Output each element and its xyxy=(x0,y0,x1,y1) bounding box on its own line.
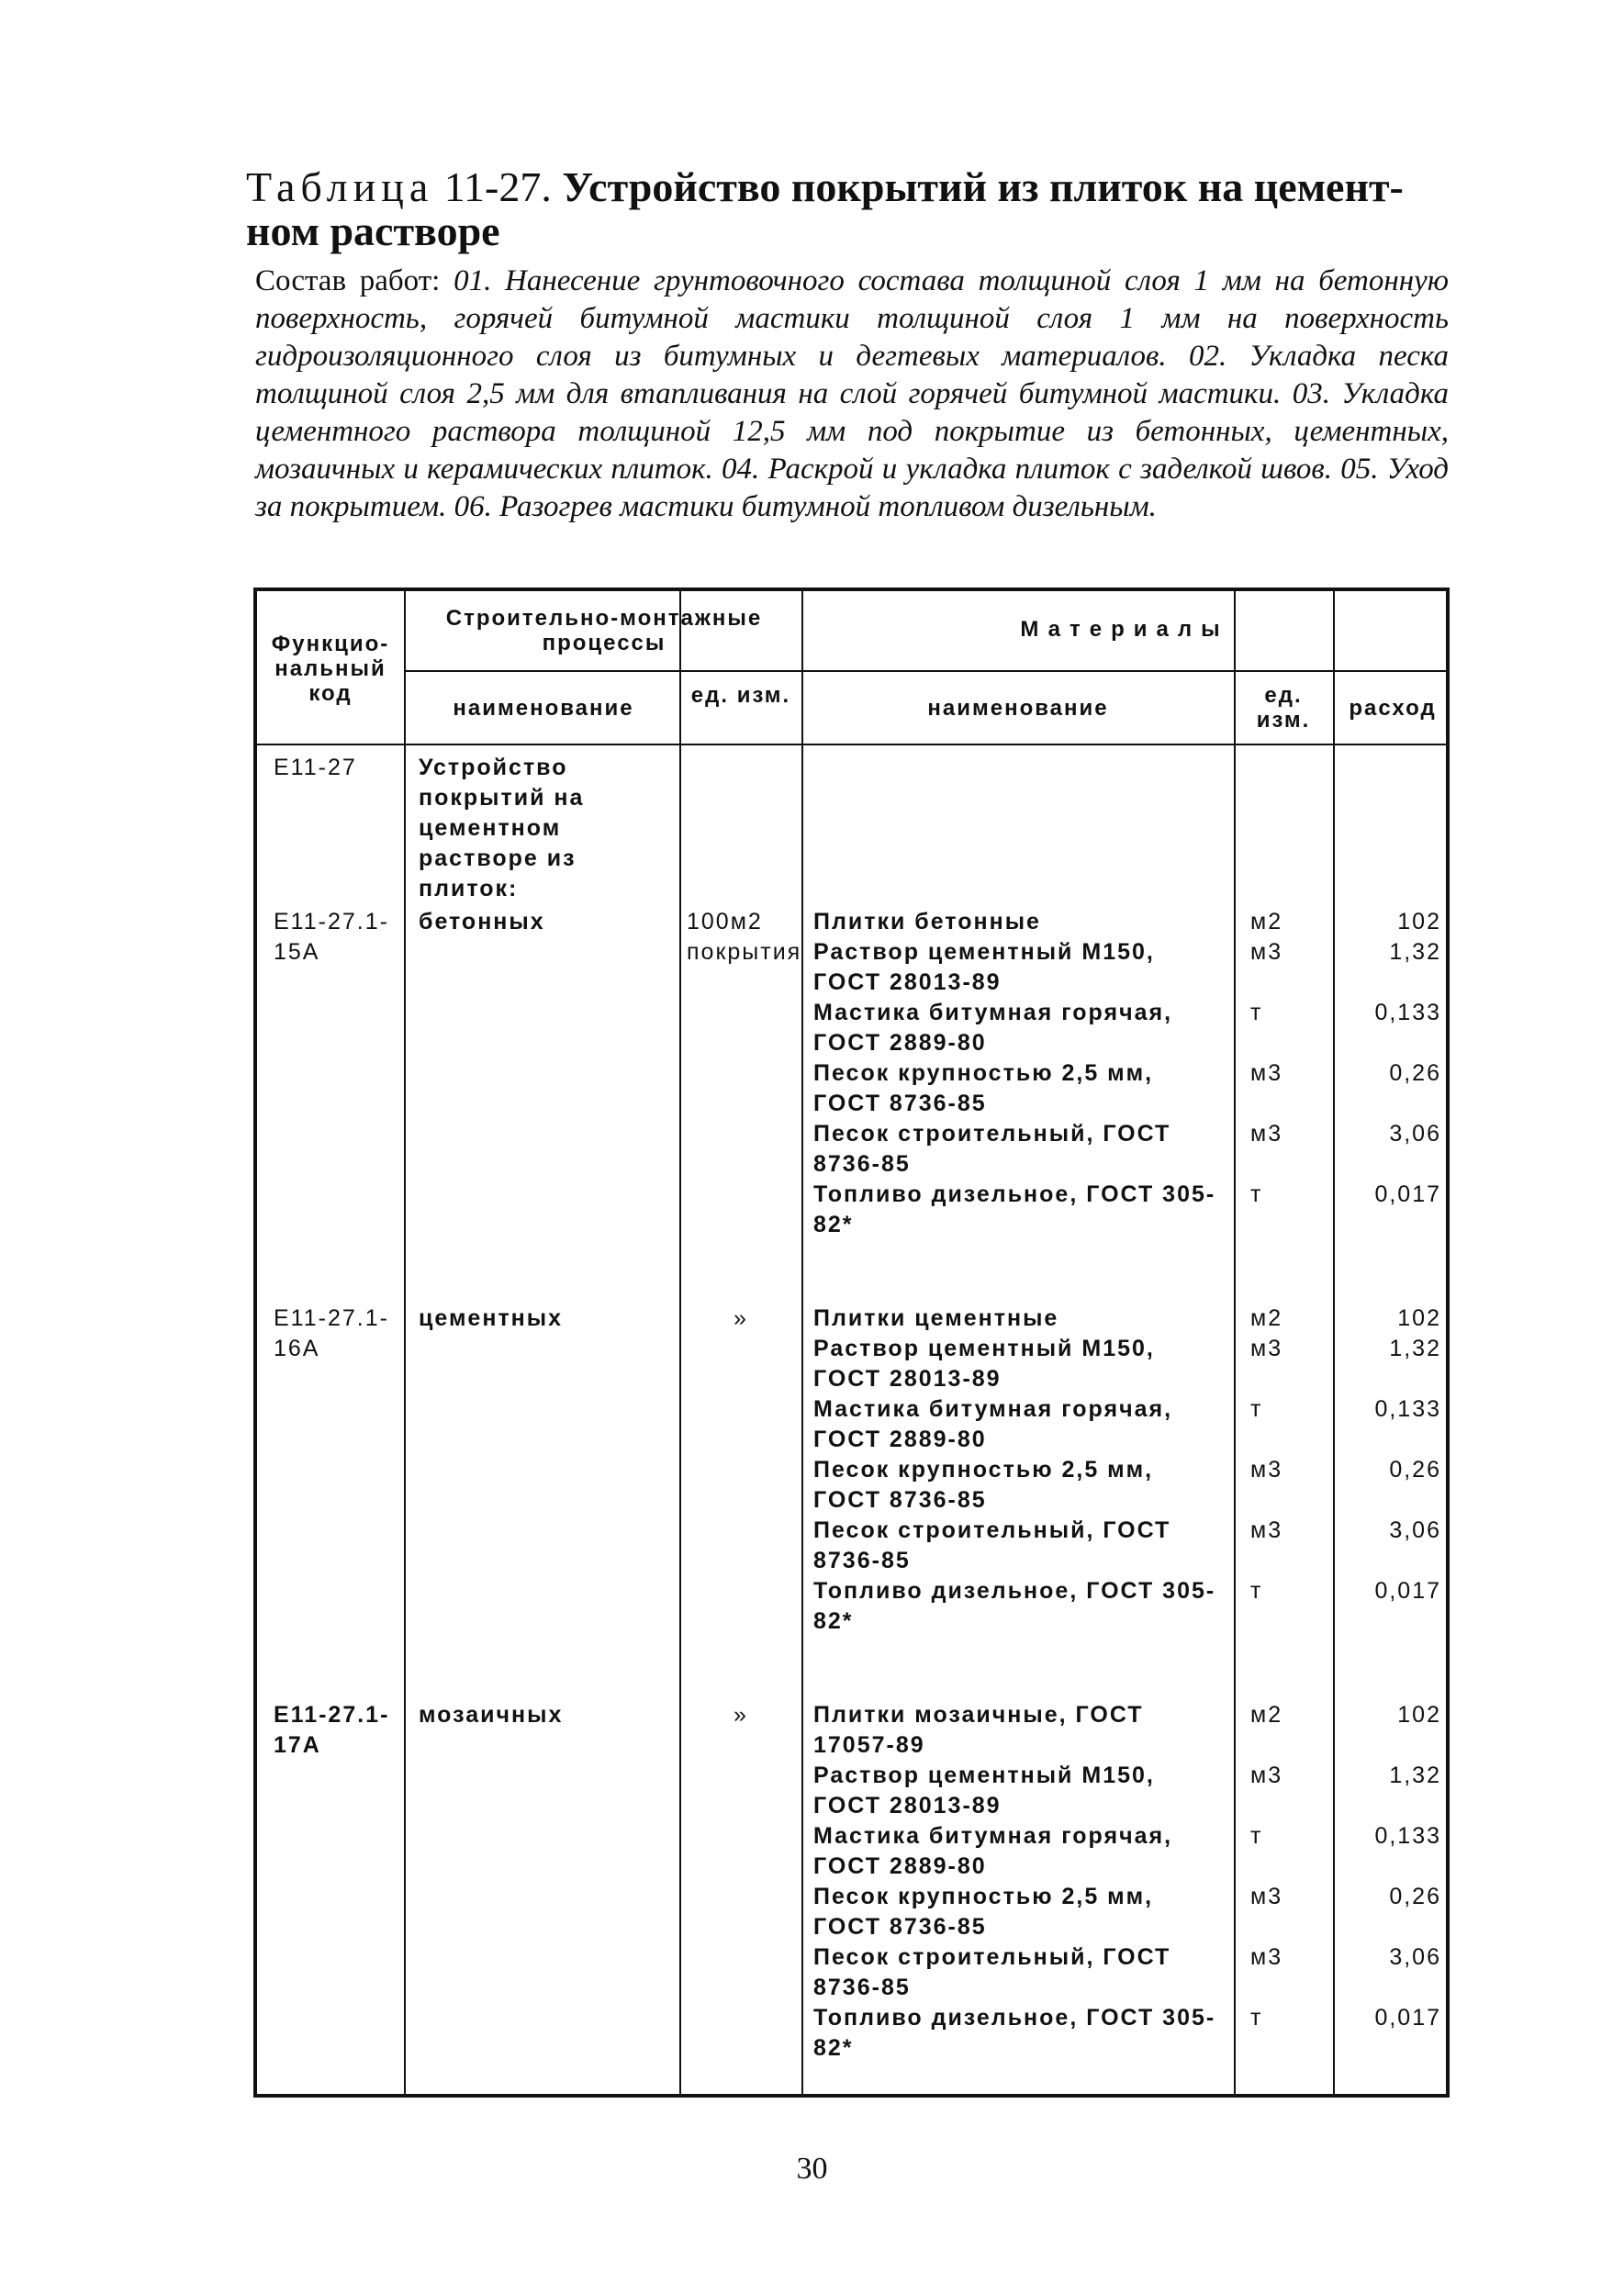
row-unit: » xyxy=(734,1305,748,1331)
material-value: 102 xyxy=(1397,1305,1441,1331)
column-divider xyxy=(1333,591,1335,2094)
title-text-line1: Устройство покрытий из плиток на цемент- xyxy=(562,163,1404,210)
material-value: 3,06 xyxy=(1389,1944,1441,1970)
material-name: Песок крупностью 2,5 мм, ГОСТ 8736-85 xyxy=(813,1884,1154,1940)
column-divider xyxy=(679,591,681,2094)
material-value: 0,26 xyxy=(1389,1060,1441,1086)
title-text-line2: ном растворе xyxy=(246,207,500,254)
page-number: 30 xyxy=(796,2152,828,2186)
material-name: Песок крупностью 2,5 мм, ГОСТ 8736-85 xyxy=(813,1457,1154,1513)
material-unit: м3 xyxy=(1250,1121,1283,1147)
material-name: Плитки цементные xyxy=(813,1305,1059,1331)
material-value: 1,32 xyxy=(1389,1336,1441,1361)
table-title xyxy=(246,165,1458,253)
material-name: Плитки мозаичные, ГОСТ 17057-89 xyxy=(813,1702,1144,1758)
material-name: Мастика битумная горячая, ГОСТ 2889-80 xyxy=(813,1000,1173,1056)
column-divider xyxy=(1234,591,1236,2094)
row-code: Е11-27.1-15А xyxy=(274,909,389,965)
material-value: 0,017 xyxy=(1374,1578,1441,1604)
row-unit: » xyxy=(734,1702,748,1728)
material-value: 3,06 xyxy=(1389,1517,1441,1543)
material-name: Песок крупностью 2,5 мм, ГОСТ 8736-85 xyxy=(813,1060,1154,1116)
work-composition xyxy=(255,263,1449,526)
row-code: Е11-27.1-16А xyxy=(274,1305,389,1361)
material-name: Топливо дизельное, ГОСТ 305-82* xyxy=(813,2005,1216,2061)
group-code: Е11-27 xyxy=(274,755,357,780)
material-value: 1,32 xyxy=(1389,1763,1441,1788)
column-divider xyxy=(404,591,406,2094)
material-value: 0,133 xyxy=(1374,1396,1441,1422)
material-value: 0,26 xyxy=(1389,1884,1441,1909)
material-name: Раствор цементный М150, ГОСТ 28013-89 xyxy=(813,1763,1155,1819)
header-process-unit: ед. изм. xyxy=(690,683,791,708)
material-unit: м2 xyxy=(1250,909,1283,934)
title-label: Таблица xyxy=(246,163,434,210)
header-processes: Строительно-монтажные процессы xyxy=(445,606,763,655)
material-value: 102 xyxy=(1397,1702,1441,1728)
row-name: мозаичных xyxy=(419,1702,564,1728)
group-name: Устройство покрытий на цементном растворе из плиток: xyxy=(419,755,585,901)
material-name: Раствор цементный М150, ГОСТ 28013-89 xyxy=(813,939,1155,995)
material-unit: т xyxy=(1250,1000,1263,1025)
material-value: 1,32 xyxy=(1389,939,1441,965)
header-code: Функцио-нальный код xyxy=(271,632,390,706)
material-name: Топливо дизельное, ГОСТ 305-82* xyxy=(813,1578,1216,1634)
material-name: Раствор цементный М150, ГОСТ 28013-89 xyxy=(813,1336,1155,1392)
row-unit: 100м2 покрытия xyxy=(687,909,802,965)
material-name: Плитки бетонные xyxy=(813,909,1041,934)
row-name: цементных xyxy=(419,1305,564,1331)
material-unit: т xyxy=(1250,1396,1263,1422)
material-name: Топливо дизельное, ГОСТ 305-82* xyxy=(813,1181,1216,1237)
material-unit: м3 xyxy=(1250,939,1283,965)
material-value: 0,133 xyxy=(1374,1823,1441,1849)
header-materials: Материалы xyxy=(1020,617,1229,642)
title-number: 11-27. xyxy=(443,163,552,210)
work-composition-label: Состав работ: xyxy=(255,264,441,297)
material-value: 102 xyxy=(1397,909,1441,934)
header-process-name: наименование xyxy=(453,696,634,721)
material-name: Песок строительный, ГОСТ 8736-85 xyxy=(813,1121,1171,1177)
material-name: Мастика битумная горячая, ГОСТ 2889-80 xyxy=(813,1396,1173,1452)
work-composition-text: 01. Нанесение грунтовочного состава толщиной слоя 1 мм на бетонную поверхность, горячей битумной мастики толщиной слоя 1 мм на поверхность гидроизоляционного слоя из битумных и дегтевых материалов. 02. Укладка песка толщиной слоя 2,5 мм для втапливания на слой горячей битумной мастики. 03. Укладка цементного раствора толщиной 12,5 мм под покрытие из бетонных, цементных, мозаичных и керамических плиток. 04. Раскрой и укладка плиток с заделкой швов. 05. Уход за покрытием. 06. Разогрев мастики битумной топливом дизельным. xyxy=(255,264,1449,523)
material-unit: м3 xyxy=(1250,1517,1283,1543)
header-consumption: расход xyxy=(1349,696,1437,721)
material-unit: м3 xyxy=(1250,1763,1283,1788)
material-unit: т xyxy=(1250,1181,1263,1207)
material-unit: м3 xyxy=(1250,1944,1283,1970)
material-value: 0,133 xyxy=(1374,1000,1441,1025)
header-bottom-divider xyxy=(257,744,1446,745)
column-divider xyxy=(801,591,803,2094)
material-unit: м2 xyxy=(1250,1702,1283,1728)
material-value: 3,06 xyxy=(1389,1121,1441,1147)
material-unit: м3 xyxy=(1250,1060,1283,1086)
material-name: Песок строительный, ГОСТ 8736-85 xyxy=(813,1944,1171,2000)
material-name: Песок строительный, ГОСТ 8736-85 xyxy=(813,1517,1171,1573)
material-unit: м2 xyxy=(1250,1305,1283,1331)
material-unit: т xyxy=(1250,1578,1263,1604)
material-unit: м3 xyxy=(1250,1457,1283,1483)
material-value: 0,017 xyxy=(1374,1181,1441,1207)
header-material-unit: ед. изм. xyxy=(1256,683,1311,733)
norms-table xyxy=(253,588,1450,2098)
material-unit: м3 xyxy=(1250,1884,1283,1909)
row-code: Е11-27.1-17А xyxy=(274,1702,390,1758)
material-unit: т xyxy=(1250,2005,1263,2031)
material-name: Мастика битумная горячая, ГОСТ 2889-80 xyxy=(813,1823,1173,1879)
material-unit: м3 xyxy=(1250,1336,1283,1361)
material-value: 0,017 xyxy=(1374,2005,1441,2031)
material-value: 0,26 xyxy=(1389,1457,1441,1483)
material-unit: т xyxy=(1250,1823,1263,1849)
row-name: бетонных xyxy=(419,909,545,934)
header-divider xyxy=(404,670,1446,672)
header-material-name: наименование xyxy=(927,696,1109,721)
